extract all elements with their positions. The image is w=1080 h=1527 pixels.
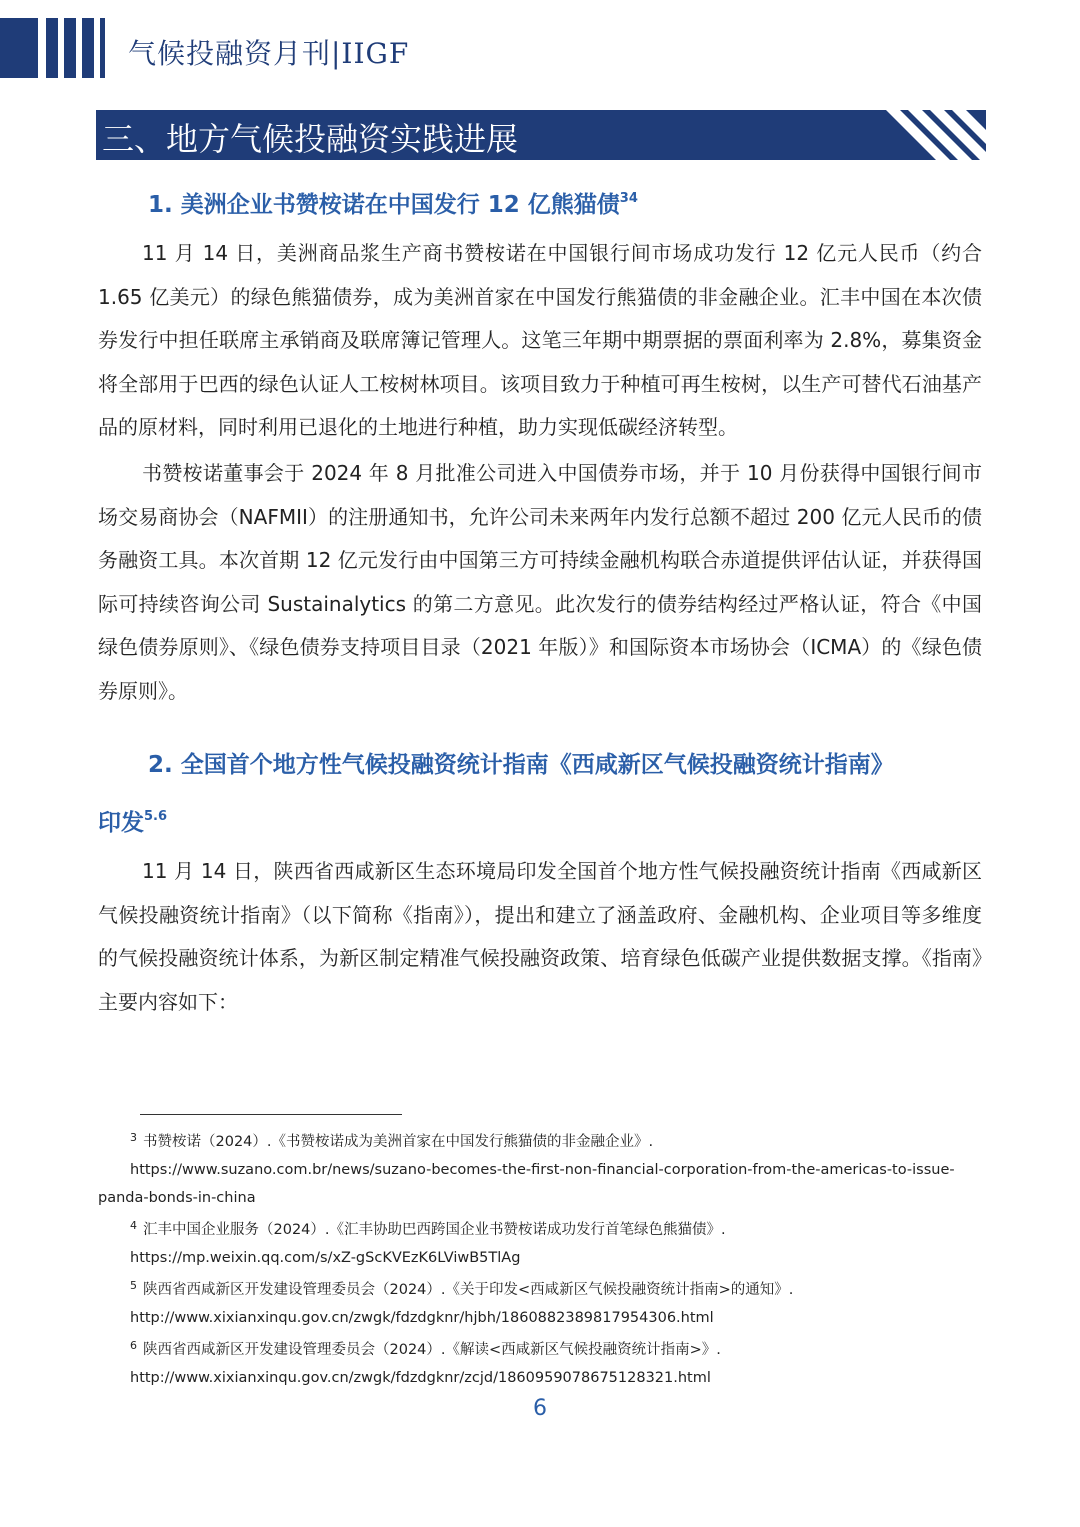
diagonal-stripes-icon (886, 110, 986, 160)
footnote-4-url[interactable]: https://mp.weixin.qq.com/s/xZ-gScKVEzK6LViwB5TlAg (130, 1250, 521, 1266)
footnote-6: $^6$ 陕西省西咸新区开发建设管理委员会（2024）.《解读<西咸新区气候投融资统计指南>》. http://www.xixianxinqu.gov.cn/zwgk/fdzdgknr/zcjd/1860959078675128321.html (98, 1332, 988, 1392)
footnote-ref[interactable]: 5.6 (144, 809, 168, 824)
page-number: 6 (533, 1396, 547, 1421)
footnote-5: $^5$ 陕西省西咸新区开发建设管理委员会（2024）.《关于印发<西咸新区气候投融资统计指南>的通知》. http://www.xixianxinqu.gov.cn/zwgk/fdzdgknr/hjbh/1860882389817954306.html (98, 1272, 988, 1332)
publication-title: 气候投融资月刊|IIGF (128, 37, 410, 70)
footnote-3-url[interactable]: https://www.suzano.com.br/news/suzano-becomes-the-first-non-financial-corporation-from-the-americas-to-issue- (130, 1162, 955, 1178)
article1-paragraph-2: 书赞桉诺董事会于 2024 年 8 月批准公司进入中国债券市场，并于 10 月份获得中国银行间市场交易商协会（NAFMII）的注册通知书，允许公司未来两年内发行总额不超过 200 亿元人民币的债务融资工具。本次首期 12 亿元发行由中国第三方可持续金融机构联合赤道提供评估认证，并获得国际可持续咨询公司 Sustainalytics 的第二方意见。此次发行的债券结构经过严格认证，符合《中国绿色债券原则》、《绿色债券支持项目目录（2021 年版）》和国际资本市场协会（ICMA）的《绿色债券原则》。 (98, 461, 982, 703)
article1-paragraph-1: 11 月 14 日，美洲商品浆生产商书赞桉诺在中国银行间市场成功发行 12 亿元人民币（约合 1.65 亿美元）的绿色熊猫债券，成为美洲首家在中国发行熊猫债的非金融企业。汇丰中国在本次债券发行中担任联席主承销商及联席簿记管理人。这笔三年期中期票据的票面利率为 2.8%，募集资金将全部用于巴西的绿色认证人工桉树林项目。该项目致力于种植可再生桉树，以生产可替代石油基产品的原材料，同时利用已退化的土地进行种植，助力实现低碳经济转型。 (98, 241, 982, 439)
footnote-ref[interactable]: 34 (619, 191, 638, 206)
footnote-5-url[interactable]: http://www.xixianxinqu.gov.cn/zwgk/fdzdgknr/hjbh/1860882389817954306.html (130, 1310, 714, 1326)
article2-paragraph-1: 11 月 14 日，陕西省西咸新区生态环境局印发全国首个地方性气候投融资统计指南《西咸新区气候投融资统计指南》（以下简称《指南》），提出和建立了涵盖政府、金融机构、企业项目等多维度的气候投融资统计体系，为新区制定精准气候投融资政策、培育绿色低碳产业提供数据支撑。《指南》主要内容如下： (98, 859, 982, 1014)
footnote-3-url-cont[interactable]: panda-bonds-in-china (98, 1190, 256, 1206)
article2-heading-line2: 印发$^{5.6}$ (98, 809, 168, 836)
section-title: 三、地方气候投融资实践进展 (102, 120, 519, 158)
section-banner (96, 110, 986, 160)
footnote-4: $^4$ 汇丰中国企业服务（2024）.《汇丰协助巴西跨国企业书赞桉诺成功发行首笔绿色熊猫债》. https://mp.weixin.qq.com/s/xZ-gScKVEzK6LViwB5TlAg (98, 1212, 988, 1272)
article1-heading: 1. 美洲企业书赞桉诺在中国发行 12 亿熊猫债$^{34}$ (148, 191, 638, 218)
footnote-divider (140, 1114, 402, 1115)
footnote-6-url[interactable]: http://www.xixianxinqu.gov.cn/zwgk/fdzdgknr/zcjd/1860959078675128321.html (130, 1370, 711, 1386)
page-header (0, 0, 1080, 80)
article2-heading-line1: 2. 全国首个地方性气候投融资统计指南《西咸新区气候投融资统计指南》 (148, 752, 894, 778)
footnote-3: $^3$ 书赞桉诺（2024）.《书赞桉诺成为美洲首家在中国发行熊猫债的非金融企业》. https://www.suzano.com.br/news/suzano-becomes-the-first-non-financial-corporation-from-the-americas-to-issue- panda-bonds-in-china (98, 1124, 988, 1212)
